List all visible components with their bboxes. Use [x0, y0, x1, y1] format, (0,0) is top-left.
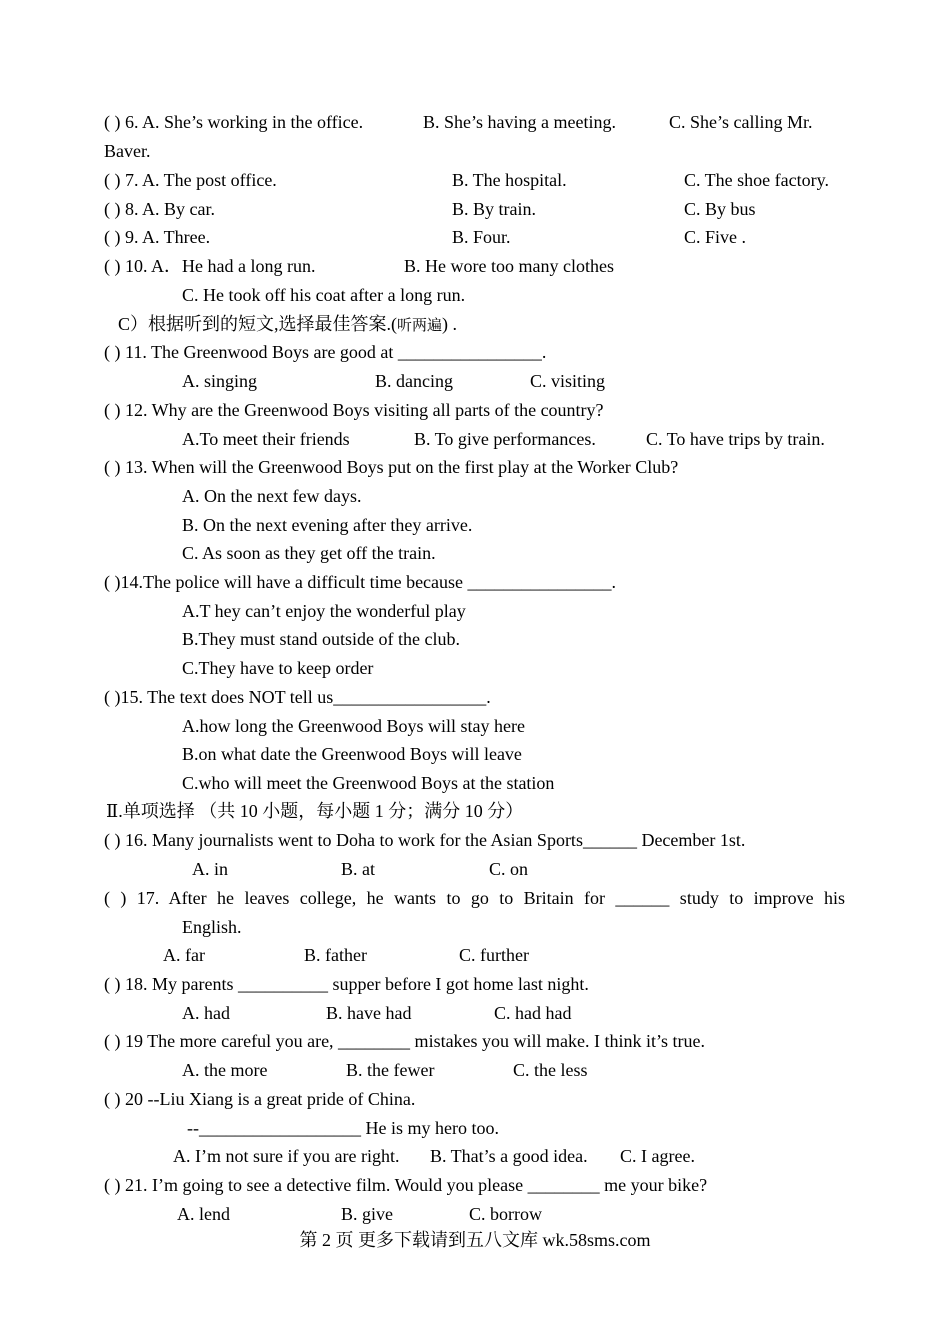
q15-option-c: C.who will meet the Greenwood Boys at the station — [182, 773, 555, 793]
q7-option-c: C. The shoe factory. — [684, 170, 829, 190]
q8-stem: ( ) 8. A. By car. — [104, 199, 215, 219]
q20-reply: --__________________ He is my hero too. — [187, 1118, 499, 1138]
q16-option-b: B. at — [341, 859, 375, 879]
q8-option-b: B. By train. — [452, 199, 536, 219]
q12-option-c: C. To have trips by train. — [646, 429, 825, 449]
q18-option-c: C. had had — [494, 1003, 572, 1023]
q6-option-c: C. She’s calling Mr. — [669, 112, 813, 132]
q14-option-b: B.They must stand outside of the club. — [182, 629, 460, 649]
q16-option-a: A. in — [192, 859, 228, 879]
listening-c-header-note: 听两遍 — [397, 318, 443, 334]
q14-option-a: A.T hey can’t enjoy the wonderful play — [182, 601, 466, 621]
q14-option-c: C.They have to keep order — [182, 658, 374, 678]
q13-option-b: B. On the next evening after they arrive. — [182, 515, 473, 535]
q21-option-c: C. borrow — [469, 1204, 542, 1224]
q6-continuation: Baver. — [104, 141, 151, 161]
q15-option-a: A.how long the Greenwood Boys will stay here — [182, 716, 525, 736]
q20-option-b: B. That’s a good idea. — [430, 1146, 588, 1166]
q10-stem: ( ) 10. A．He had a long run. — [104, 256, 316, 276]
q14-stem: ( )14.The police will have a difficult time because ________________. — [104, 572, 617, 592]
q13-option-a: A. On the next few days. — [182, 486, 362, 506]
q17-stem: ( ) 17. After he leaves college, he wants to go to Britain for ______ study to improve his — [104, 888, 845, 908]
q15-option-b: B.on what date the Greenwood Boys will leave — [182, 744, 522, 764]
page-footer: 第 2 页 更多下载请到五八文库 wk.58sms.com — [299, 1230, 651, 1250]
q18-option-b: B. have had — [326, 1003, 412, 1023]
q10-option-b: B. He wore too many clothes — [404, 256, 614, 276]
q15-stem: ( )15. The text does NOT tell us_________________. — [104, 687, 491, 707]
q9-option-b: B. Four. — [452, 227, 511, 247]
q7-option-b: B. The hospital. — [452, 170, 567, 190]
listening-c-header — [118, 313, 457, 337]
q11-stem: ( ) 11. The Greenwood Boys are good at ________________. — [104, 342, 547, 362]
q19-stem: ( ) 19 The more careful you are, ________ mistakes you will make. I think it’s true. — [104, 1031, 706, 1051]
q18-stem: ( ) 18. My parents __________ supper before I got home last night. — [104, 974, 589, 994]
q11-option-a: A. singing — [182, 371, 258, 391]
q19-option-a: A. the more — [182, 1060, 268, 1080]
q20-option-a: A. I’m not sure if you are right. — [173, 1146, 400, 1166]
q6-option-b: B. She’s having a meeting. — [423, 112, 616, 132]
q21-option-a: A. lend — [177, 1204, 230, 1224]
q19-option-c: C. the less — [513, 1060, 588, 1080]
q16-option-c: C. on — [489, 859, 529, 879]
q8-option-c: C. By bus — [684, 199, 756, 219]
listening-c-header-text: C）根据听到的短文,选择最佳答案.( — [118, 314, 397, 334]
section-2-header: Ⅱ.单项选择 （共 10 小题，每小题 1 分；满分 10 分） — [106, 801, 524, 821]
q12-option-a: A.To meet their friends — [182, 429, 350, 449]
q17-option-a: A. far — [163, 945, 205, 965]
q12-option-b: B. To give performances. — [414, 429, 596, 449]
q7-stem: ( ) 7. A. The post office. — [104, 170, 277, 190]
q16-stem: ( ) 16. Many journalists went to Doha to work for the Asian Sports______ December 1st. — [104, 830, 746, 850]
q20-option-c: C. I agree. — [620, 1146, 695, 1166]
q20-stem: ( ) 20 --Liu Xiang is a great pride of China. — [104, 1089, 416, 1109]
q17-option-b: B. father — [304, 945, 367, 965]
q21-option-b: B. give — [341, 1204, 393, 1224]
q11-option-b: B. dancing — [375, 371, 453, 391]
listening-c-header-end: ) . — [442, 314, 458, 334]
q17-option-c: C. further — [459, 945, 529, 965]
q10-option-c: C. He took off his coat after a long run. — [182, 285, 466, 305]
q9-option-c: C. Five . — [684, 227, 747, 247]
q13-stem: ( ) 13. When will the Greenwood Boys put on the first play at the Worker Club? — [104, 457, 679, 477]
q18-option-a: A. had — [182, 1003, 230, 1023]
q19-option-b: B. the fewer — [346, 1060, 435, 1080]
q13-option-c: C. As soon as they get off the train. — [182, 543, 436, 563]
q11-option-c: C. visiting — [530, 371, 606, 391]
q12-stem: ( ) 12. Why are the Greenwood Boys visiting all parts of the country? — [104, 400, 604, 420]
q6-stem: ( ) 6. A. She’s working in the office. — [104, 112, 364, 132]
q21-stem: ( ) 21. I’m going to see a detective film. Would you please ________ me your bike? — [104, 1175, 708, 1195]
q9-stem: ( ) 9. A. Three. — [104, 227, 211, 247]
q17-continuation: English. — [182, 917, 242, 937]
